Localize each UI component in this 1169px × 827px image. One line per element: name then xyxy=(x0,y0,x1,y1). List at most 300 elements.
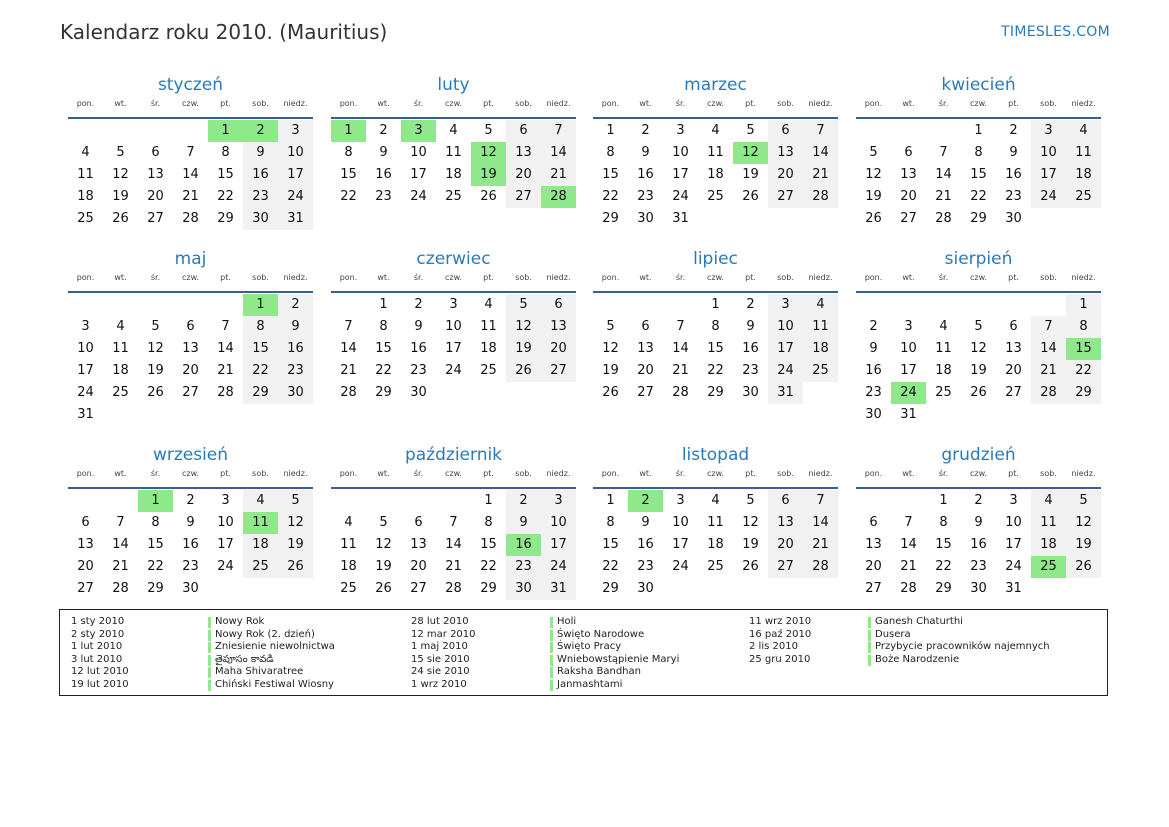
day-cell: 7 xyxy=(221,319,230,334)
day-cell: 27 xyxy=(768,556,803,578)
day-cell: 19 xyxy=(278,534,313,556)
day-cell: 12 xyxy=(742,515,759,530)
day-cell: 21 xyxy=(803,164,838,186)
holiday-day: 3 xyxy=(401,120,436,142)
day-cell: 23 xyxy=(742,363,759,378)
day-cell: 5 xyxy=(484,123,493,138)
day-cell: 29 xyxy=(602,211,619,226)
day-cell: 24 xyxy=(445,363,462,378)
day-cell: 5 xyxy=(974,319,983,334)
empty-cell xyxy=(138,294,173,316)
month-name: sierpień xyxy=(944,249,1013,269)
day-cell: 28 xyxy=(445,581,462,596)
weekday-label: pon. xyxy=(601,99,620,108)
day-cell: 23 xyxy=(506,556,541,578)
day-cell: 19 xyxy=(865,189,882,204)
holiday-name: Holi xyxy=(550,616,679,629)
holiday-day: 19 xyxy=(471,164,506,186)
day-cell: 15 xyxy=(935,537,952,552)
weekday-label: pon. xyxy=(76,99,95,108)
day-cell: 13 xyxy=(637,341,654,356)
day-cell: 7 xyxy=(116,515,125,530)
month-12 xyxy=(856,443,1101,600)
empty-cell xyxy=(138,120,173,142)
day-cell: 4 xyxy=(939,319,948,334)
day-cell: 10 xyxy=(672,515,689,530)
month-7 xyxy=(593,247,838,404)
day-cell: 18 xyxy=(707,167,724,182)
empty-cell xyxy=(926,120,961,142)
weekday-label: śr. xyxy=(675,469,686,478)
holiday-day: 2 xyxy=(243,120,278,142)
weekday-label: sob. xyxy=(252,99,269,108)
day-cell: 17 xyxy=(1031,164,1066,186)
day-cell: 8 xyxy=(379,319,388,334)
day-cell: 11 xyxy=(1066,142,1101,164)
day-cell: 6 xyxy=(904,145,913,160)
day-cell: 1 xyxy=(379,297,388,312)
day-cell: 21 xyxy=(672,363,689,378)
weekday-label: pon. xyxy=(601,273,620,282)
holiday-date: 1 lut 2010 xyxy=(71,641,123,653)
day-cell: 4 xyxy=(1031,490,1066,512)
weekday-label: pon. xyxy=(339,273,358,282)
holiday-day: 24 xyxy=(891,382,926,404)
day-cell: 2 xyxy=(1009,123,1018,138)
day-cell: 3 xyxy=(81,319,90,334)
day-cell: 10 xyxy=(77,341,94,356)
weekday-label: niedz. xyxy=(808,273,833,282)
day-cell: 20 xyxy=(865,559,882,574)
empty-cell xyxy=(436,490,471,512)
holiday-date: 2 lis 2010 xyxy=(749,641,798,653)
day-cell: 14 xyxy=(182,167,199,182)
day-cell: 31 xyxy=(541,578,576,600)
month-name: kwiecień xyxy=(941,75,1016,95)
legend-date-column xyxy=(749,616,811,666)
day-cell: 7 xyxy=(1031,316,1066,338)
day-cell: 3 xyxy=(676,123,685,138)
weekday-label: śr. xyxy=(150,99,161,108)
holiday-name: Boże Narodzenie xyxy=(868,654,1050,667)
day-cell: 11 xyxy=(340,537,357,552)
day-cell: 26 xyxy=(865,211,882,226)
day-cell: 9 xyxy=(974,515,983,530)
month-1 xyxy=(68,73,313,230)
day-cell: 8 xyxy=(1066,316,1101,338)
day-cell: 6 xyxy=(768,120,803,142)
day-cell: 2 xyxy=(414,297,423,312)
holiday-name: Janmashtami xyxy=(550,679,679,692)
weekday-label: sob. xyxy=(1040,273,1057,282)
holiday-day: 2 xyxy=(628,490,663,512)
empty-cell xyxy=(663,294,698,316)
weekday-label: wt. xyxy=(377,99,390,108)
weekday-label: pt. xyxy=(1008,273,1019,282)
weekday-label: pt. xyxy=(483,99,494,108)
day-cell: 17 xyxy=(900,363,917,378)
holiday-date: 19 lut 2010 xyxy=(71,678,129,690)
weekday-label: czw. xyxy=(970,469,987,478)
weekday-header xyxy=(856,467,1101,489)
day-cell: 12 xyxy=(1066,512,1101,534)
day-cell: 7 xyxy=(904,515,913,530)
empty-cell xyxy=(856,490,891,512)
day-cell: 27 xyxy=(865,581,882,596)
holiday-day: 1 xyxy=(138,490,173,512)
day-cell: 29 xyxy=(1066,382,1101,404)
day-cell: 22 xyxy=(217,189,234,204)
day-cell: 4 xyxy=(344,515,353,530)
weekday-label: pt. xyxy=(745,469,756,478)
day-cell: 4 xyxy=(484,297,493,312)
day-cell: 28 xyxy=(803,556,838,578)
day-cell: 28 xyxy=(112,581,129,596)
day-cell: 19 xyxy=(375,559,392,574)
day-cell: 26 xyxy=(602,385,619,400)
day-cell: 27 xyxy=(900,211,917,226)
day-cell: 11 xyxy=(707,515,724,530)
weekday-label: pt. xyxy=(745,273,756,282)
weekday-label: czw. xyxy=(707,469,724,478)
holiday-day: 16 xyxy=(506,534,541,556)
day-cell: 17 xyxy=(768,338,803,360)
page-title: Kalendarz roku 2010. (Mauritius) xyxy=(60,20,388,44)
day-cell: 3 xyxy=(541,490,576,512)
day-cell: 22 xyxy=(1066,360,1101,382)
month-11 xyxy=(593,443,838,600)
weekday-label: czw. xyxy=(970,99,987,108)
legend-date-column xyxy=(411,616,476,692)
empty-cell xyxy=(173,294,208,316)
day-cell: 21 xyxy=(340,363,357,378)
empty-cell xyxy=(68,294,103,316)
day-cell: 15 xyxy=(602,537,619,552)
day-cell: 27 xyxy=(1005,385,1022,400)
day-cell: 24 xyxy=(672,189,689,204)
weekday-label: pt. xyxy=(483,469,494,478)
day-cell: 24 xyxy=(1005,559,1022,574)
empty-cell xyxy=(926,294,961,316)
day-cell: 5 xyxy=(746,493,755,508)
month-name: wrzesień xyxy=(152,445,229,465)
day-cell: 21 xyxy=(445,559,462,574)
holiday-date: 12 mar 2010 xyxy=(411,628,476,640)
day-cell: 17 xyxy=(541,534,576,556)
empty-cell xyxy=(103,294,138,316)
day-cell: 27 xyxy=(147,211,164,226)
day-cell: 6 xyxy=(506,120,541,142)
empty-cell xyxy=(68,120,103,142)
weekday-label: śr. xyxy=(150,273,161,282)
day-cell: 9 xyxy=(641,145,650,160)
day-cell: 9 xyxy=(186,515,195,530)
holiday-date: 28 lut 2010 xyxy=(411,616,469,627)
days-grid xyxy=(68,120,313,230)
day-cell: 30 xyxy=(410,385,427,400)
days-grid xyxy=(68,490,313,600)
empty-cell xyxy=(103,120,138,142)
weekday-label: czw. xyxy=(182,99,199,108)
days-grid xyxy=(593,490,838,600)
day-cell: 19 xyxy=(147,363,164,378)
day-cell: 13 xyxy=(506,142,541,164)
day-cell: 4 xyxy=(803,294,838,316)
day-cell: 29 xyxy=(243,382,278,404)
weekday-label: pon. xyxy=(864,273,883,282)
day-cell: 31 xyxy=(278,208,313,230)
day-cell: 24 xyxy=(541,556,576,578)
day-cell: 23 xyxy=(182,559,199,574)
holiday-day: 11 xyxy=(243,512,278,534)
weekday-label: wt. xyxy=(114,469,127,478)
day-cell: 20 xyxy=(506,164,541,186)
day-cell: 30 xyxy=(243,208,278,230)
day-cell: 28 xyxy=(1031,382,1066,404)
empty-cell xyxy=(68,490,103,512)
day-cell: 30 xyxy=(637,581,654,596)
day-cell: 5 xyxy=(869,145,878,160)
day-cell: 6 xyxy=(641,319,650,334)
days-grid xyxy=(331,120,576,208)
weekday-label: sob. xyxy=(1040,99,1057,108)
day-cell: 21 xyxy=(900,559,917,574)
day-cell: 13 xyxy=(768,142,803,164)
day-cell: 27 xyxy=(182,385,199,400)
weekday-label: sob. xyxy=(515,469,532,478)
day-cell: 11 xyxy=(445,145,462,160)
day-cell: 3 xyxy=(1009,493,1018,508)
day-cell: 27 xyxy=(410,581,427,596)
day-cell: 20 xyxy=(900,189,917,204)
weekday-label: sob. xyxy=(1040,469,1057,478)
day-cell: 22 xyxy=(375,363,392,378)
day-cell: 25 xyxy=(1066,186,1101,208)
day-cell: 9 xyxy=(414,319,423,334)
weekday-header xyxy=(331,467,576,489)
day-cell: 16 xyxy=(637,537,654,552)
day-cell: 29 xyxy=(375,385,392,400)
day-cell: 4 xyxy=(116,319,125,334)
weekday-label: pt. xyxy=(1008,99,1019,108)
weekday-label: czw. xyxy=(970,273,987,282)
day-cell: 22 xyxy=(147,559,164,574)
day-cell: 2 xyxy=(974,493,983,508)
day-cell: 25 xyxy=(112,385,129,400)
empty-cell xyxy=(366,490,401,512)
holiday-date: 2 sty 2010 xyxy=(71,628,125,640)
weekday-label: wt. xyxy=(114,273,127,282)
day-cell: 2 xyxy=(746,297,755,312)
day-cell: 9 xyxy=(278,316,313,338)
day-cell: 10 xyxy=(900,341,917,356)
day-cell: 2 xyxy=(506,490,541,512)
day-cell: 26 xyxy=(480,189,497,204)
day-cell: 28 xyxy=(672,385,689,400)
brand-link[interactable]: TIMESLES.COM xyxy=(1001,24,1110,40)
day-cell: 29 xyxy=(707,385,724,400)
month-name: październik xyxy=(404,445,503,465)
legend-name-column xyxy=(208,616,335,692)
day-cell: 31 xyxy=(1005,581,1022,596)
weekday-label: pt. xyxy=(745,99,756,108)
day-cell: 4 xyxy=(243,490,278,512)
day-cell: 13 xyxy=(768,512,803,534)
holiday-date: 1 maj 2010 xyxy=(411,641,468,653)
day-cell: 10 xyxy=(672,145,689,160)
day-cell: 4 xyxy=(711,493,720,508)
weekday-label: sob. xyxy=(252,469,269,478)
empty-cell xyxy=(891,490,926,512)
empty-cell xyxy=(331,294,366,316)
day-cell: 26 xyxy=(112,211,129,226)
day-cell: 8 xyxy=(151,515,160,530)
holiday-day: 1 xyxy=(208,120,243,142)
weekday-label: śr. xyxy=(413,273,424,282)
day-cell: 4 xyxy=(711,123,720,138)
day-cell: 17 xyxy=(445,341,462,356)
day-cell: 14 xyxy=(803,512,838,534)
day-cell: 24 xyxy=(410,189,427,204)
weekday-header xyxy=(68,271,313,293)
weekday-header xyxy=(593,97,838,119)
month-name: listopad xyxy=(681,445,750,465)
day-cell: 31 xyxy=(672,211,689,226)
day-cell: 14 xyxy=(803,142,838,164)
day-cell: 1 xyxy=(1066,294,1101,316)
weekday-label: czw. xyxy=(707,99,724,108)
weekday-label: sob. xyxy=(777,99,794,108)
day-cell: 6 xyxy=(768,490,803,512)
day-cell: 20 xyxy=(1005,363,1022,378)
day-cell: 9 xyxy=(869,341,878,356)
day-cell: 8 xyxy=(221,145,230,160)
day-cell: 21 xyxy=(217,363,234,378)
holiday-day: 12 xyxy=(733,142,768,164)
month-8 xyxy=(856,247,1101,426)
day-cell: 20 xyxy=(768,164,803,186)
day-cell: 10 xyxy=(768,316,803,338)
day-cell: 9 xyxy=(641,515,650,530)
day-cell: 18 xyxy=(77,189,94,204)
month-name: luty xyxy=(437,75,470,95)
day-cell: 27 xyxy=(768,186,803,208)
day-cell: 9 xyxy=(243,142,278,164)
holiday-name: Zniesienie niewolnictwa xyxy=(208,641,335,654)
holiday-legend xyxy=(59,609,1108,696)
day-cell: 3 xyxy=(221,493,230,508)
month-name: grudzień xyxy=(941,445,1016,465)
day-cell: 15 xyxy=(602,167,619,182)
day-cell: 7 xyxy=(541,120,576,142)
day-cell: 5 xyxy=(116,145,125,160)
weekday-label: niedz. xyxy=(283,273,308,282)
day-cell: 6 xyxy=(414,515,423,530)
day-cell: 30 xyxy=(1005,211,1022,226)
month-name: lipiec xyxy=(693,249,738,269)
day-cell: 9 xyxy=(746,319,755,334)
day-cell: 23 xyxy=(1005,189,1022,204)
weekday-label: śr. xyxy=(938,273,949,282)
holiday-name: Dusera xyxy=(868,629,1050,642)
day-cell: 16 xyxy=(410,341,427,356)
day-cell: 3 xyxy=(449,297,458,312)
day-cell: 3 xyxy=(768,294,803,316)
weekday-header xyxy=(331,271,576,293)
day-cell: 28 xyxy=(900,581,917,596)
day-cell: 29 xyxy=(147,581,164,596)
day-cell: 15 xyxy=(243,338,278,360)
weekday-label: pon. xyxy=(339,99,358,108)
holiday-day: 12 xyxy=(471,142,506,164)
day-cell: 1 xyxy=(711,297,720,312)
day-cell: 17 xyxy=(217,537,234,552)
day-cell: 1 xyxy=(974,123,983,138)
day-cell: 29 xyxy=(217,211,234,226)
weekday-label: pt. xyxy=(1008,469,1019,478)
day-cell: 15 xyxy=(375,341,392,356)
day-cell: 10 xyxy=(410,145,427,160)
day-cell: 10 xyxy=(541,512,576,534)
day-cell: 23 xyxy=(865,385,882,400)
empty-cell xyxy=(1031,294,1066,316)
day-cell: 25 xyxy=(803,360,838,382)
days-grid xyxy=(593,120,838,230)
day-cell: 28 xyxy=(935,211,952,226)
day-cell: 19 xyxy=(1066,534,1101,556)
day-cell: 19 xyxy=(742,167,759,182)
day-cell: 11 xyxy=(112,341,129,356)
day-cell: 18 xyxy=(803,338,838,360)
legend-name-column xyxy=(550,616,679,692)
weekday-label: czw. xyxy=(445,273,462,282)
holiday-day: 28 xyxy=(541,186,576,208)
day-cell: 26 xyxy=(1066,556,1101,578)
weekday-label: pon. xyxy=(864,469,883,478)
day-cell: 18 xyxy=(1031,534,1066,556)
day-cell: 17 xyxy=(672,167,689,182)
day-cell: 18 xyxy=(243,534,278,556)
weekday-header xyxy=(856,97,1101,119)
day-cell: 21 xyxy=(541,164,576,186)
day-cell: 27 xyxy=(506,186,541,208)
empty-cell xyxy=(208,294,243,316)
days-grid xyxy=(593,294,838,404)
day-cell: 10 xyxy=(445,319,462,334)
empty-cell xyxy=(401,490,436,512)
day-cell: 16 xyxy=(243,164,278,186)
holiday-day: 25 xyxy=(1031,556,1066,578)
day-cell: 13 xyxy=(77,537,94,552)
day-cell: 26 xyxy=(506,360,541,382)
day-cell: 16 xyxy=(865,363,882,378)
days-grid xyxy=(68,294,313,426)
holiday-date: 16 paź 2010 xyxy=(749,628,812,640)
day-cell: 8 xyxy=(344,145,353,160)
day-cell: 14 xyxy=(541,142,576,164)
day-cell: 29 xyxy=(602,581,619,596)
legend-name-column xyxy=(868,616,1050,666)
weekday-label: pon. xyxy=(76,469,95,478)
day-cell: 5 xyxy=(151,319,160,334)
day-cell: 11 xyxy=(707,145,724,160)
day-cell: 13 xyxy=(1005,341,1022,356)
day-cell: 12 xyxy=(970,341,987,356)
day-cell: 18 xyxy=(1066,164,1101,186)
day-cell: 18 xyxy=(480,341,497,356)
day-cell: 11 xyxy=(935,341,952,356)
empty-cell xyxy=(628,294,663,316)
